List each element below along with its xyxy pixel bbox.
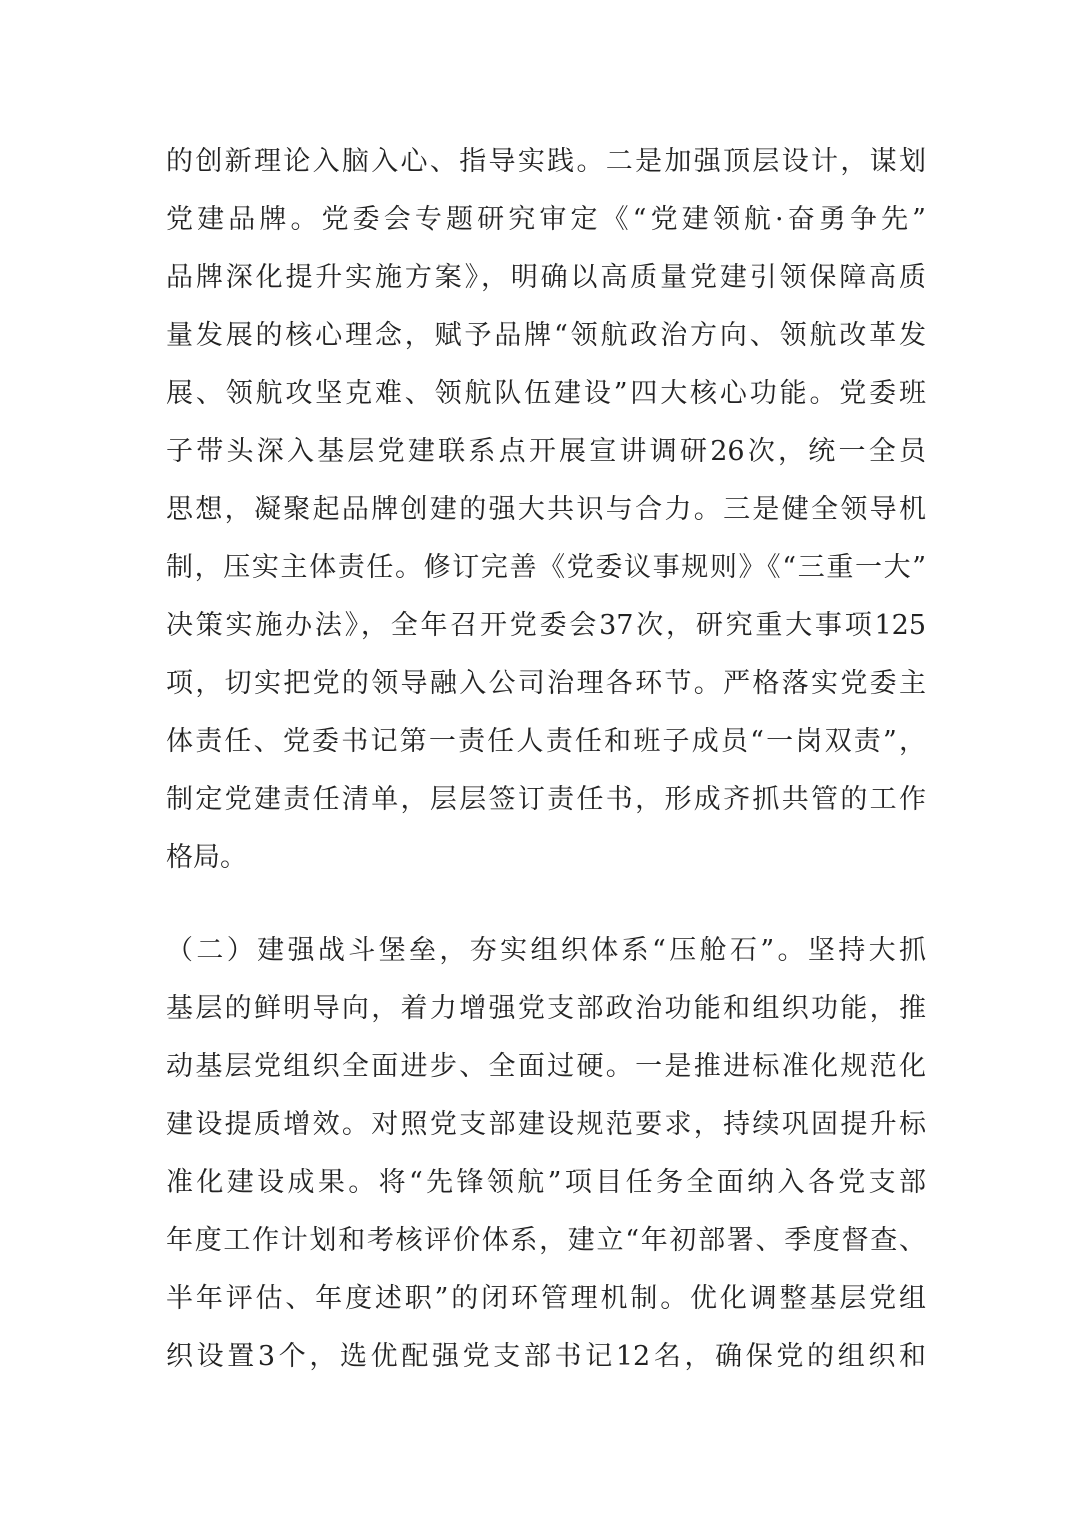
text-line: 的创新理论入脑入心、指导实践。二是加强顶层设计，谋划 [166, 146, 926, 177]
text-line: 半年评估、年度述职”的闭环管理机制。优化调整基层党组 [166, 1283, 926, 1314]
text-line: 思想，凝聚起品牌创建的强大共识与合力。三是健全领导机 [166, 494, 926, 525]
text-line: 制，压实主体责任。修订完善《党委议事规则》《“三重一大” [166, 552, 926, 583]
paragraph-party-brand [166, 133, 926, 887]
text-line: 年度工作计划和考核评价体系，建立“年初部署、季度督查、 [166, 1225, 926, 1256]
paragraph-fighting-fortress [166, 922, 926, 1386]
text-line: 制定党建责任清单，层层签订责任书，形成齐抓共管的工作 [166, 784, 926, 815]
text-line: （二）建强战斗堡垒，夯实组织体系“压舱石”。坚持大抓 [166, 935, 926, 966]
text-line: 子带头深入基层党建联系点开展宣讲调研26次，统一全员 [166, 436, 926, 467]
text-line: 基层的鲜明导向，着力增强党支部政治功能和组织功能，推 [166, 993, 926, 1024]
text-line: 建设提质增效。对照党支部建设规范要求，持续巩固提升标 [166, 1109, 926, 1140]
text-line: 织设置3个，选优配强党支部书记12名，确保党的组织和 [166, 1341, 926, 1372]
text-line: 品牌深化提升实施方案》，明确以高质量党建引领保障高质 [166, 262, 926, 293]
text-line: 决策实施办法》，全年召开党委会37次，研究重大事项125 [166, 610, 926, 641]
text-line: 动基层党组织全面进步、全面过硬。一是推进标准化规范化 [166, 1051, 926, 1082]
text-line: 量发展的核心理念，赋予品牌“领航政治方向、领航改革发 [166, 320, 926, 351]
text-line: 项，切实把党的领导融入公司治理各环节。严格落实党委主 [166, 668, 926, 699]
text-line: 体责任、党委书记第一责任人责任和班子成员“一岗双责”， [166, 726, 926, 757]
text-line: 展、领航攻坚克难、领航队伍建设”四大核心功能。党委班 [166, 378, 926, 409]
text-line: 党建品牌。党委会专题研究审定《“党建领航·奋勇争先” [166, 204, 926, 235]
text-line: 准化建设成果。将“先锋领航”项目任务全面纳入各党支部 [166, 1167, 926, 1198]
text-line: 格局。 [166, 842, 247, 873]
